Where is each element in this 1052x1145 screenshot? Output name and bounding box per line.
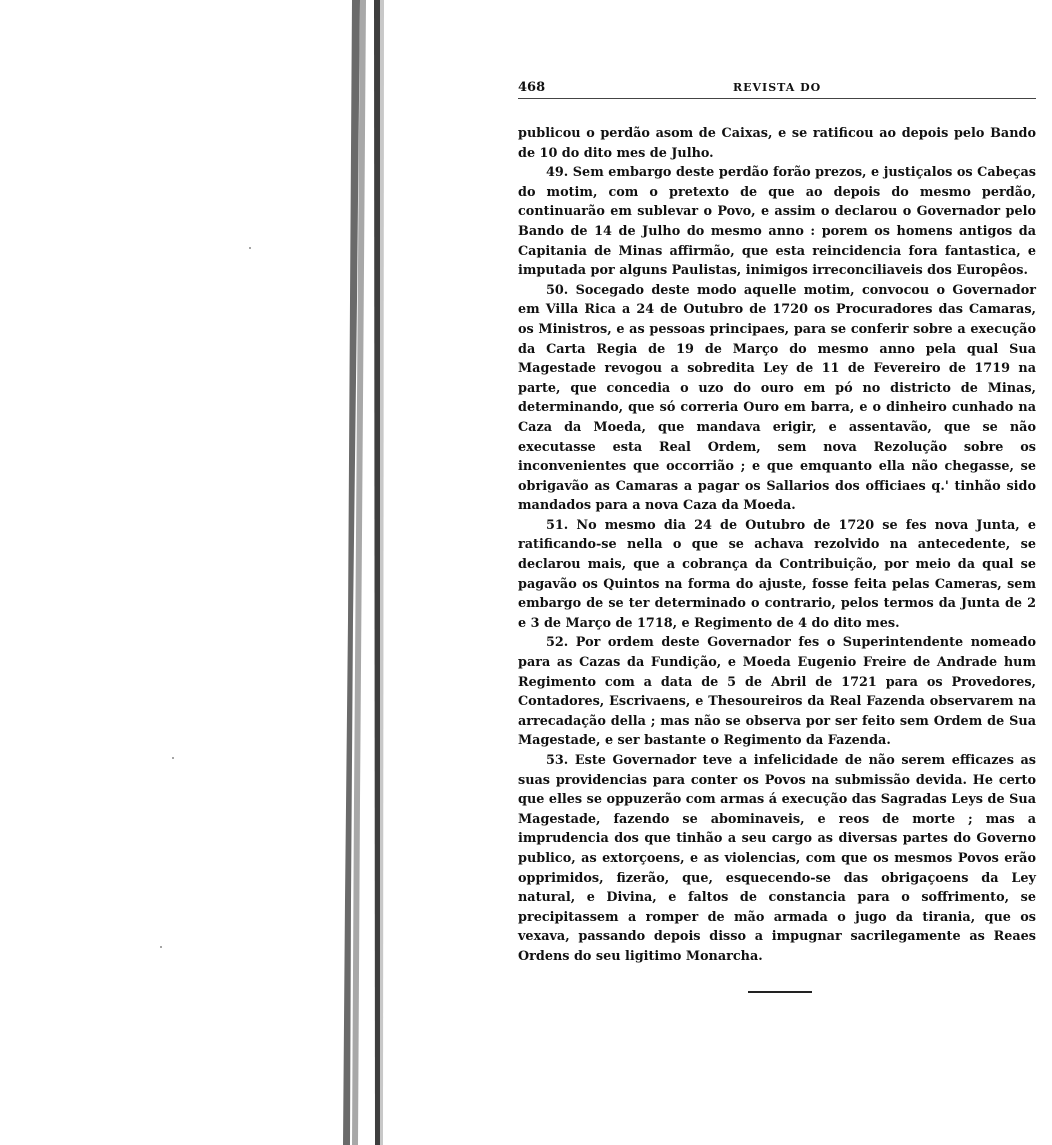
scan-speck bbox=[249, 247, 251, 249]
section-end-rule bbox=[748, 991, 812, 993]
paragraph-continuation: publicou o perdão asom de Caixas, e se ratificou ao depois pelo Bando de 10 do dito mes de Julho. bbox=[518, 126, 1036, 161]
paragraph-53: 53. Este Governador teve a infelicidade de não serem efficazes as suas providencias para conter os Povos na submissão devida. He certo que elles se oppuzerão com armas á execução das Sagradas Leys de Sua Magestade, fazendo se abominaveis, e reos de morte ; mas a imprudencia dos que tinhão a seu cargo as diversas partes do Governo publico, as extorçoens, e as violencias, com que os mesmos Povos erão opprimidos, fizerão, que, esquecendo-se das obrigaçoens da Ley natural, e Divina, e faltos de constancia para o soffrimento, se precipitassem a romper de mão armada o jugo da tirania, que os vexava, passando depois disso a impugnar sacrilegamente as Reaes Ordens do seu ligitimo Monarcha. bbox=[518, 753, 1036, 964]
paragraph-52: 52. Por ordem deste Governador fes o Superintendente nomeado para as Cazas da Fundição, e Moeda Eugenio Freire de Andrade hum Regimento com a data de 5 de Abril de 1721 para os Provedores, Contadores, Escrivaens, e Thesoureiros da Real Fazenda observarem na arrecadação della ; mas não se observa por ser feito sem Ordem de Sua Magestade, e ser bastante o Regimento da Fazenda. bbox=[518, 635, 1036, 749]
scan-speck bbox=[172, 757, 174, 759]
book-page bbox=[518, 78, 1036, 993]
book-gutter-shadow bbox=[340, 0, 390, 1145]
body-text bbox=[518, 124, 1036, 967]
page-header bbox=[518, 78, 1036, 99]
paragraph-49: 49. Sem embargo deste perdão forão prezos, e justiçalos os Cabeças do motim, com o pretexto de que ao depois do mesmo perdão, continuarão em sublevar o Povo, e assim o declarou o Governador pelo Bando de 14 de Julho do mesmo anno : porem os homens antigos da Capitania de Minas affirmão, que esta reincidencia fora fantastica, e imputada por alguns Paulistas, inimigos irreconciliaveis dos Europêos. bbox=[518, 165, 1036, 279]
scan-speck bbox=[160, 946, 162, 948]
running-title: REVISTA DO bbox=[733, 81, 822, 94]
paragraph-50: 50. Socegado deste modo aquelle motim, convocou o Governador em Villa Rica a 24 de Outubro de 1720 os Procuradores das Camaras, os Ministros, e as pessoas principaes, para se conferir sobre a execução da Carta Regia de 19 de Março do mesmo anno pela qual Sua Magestade revogou a sobredita Ley de 11 de Fevereiro de 1719 na parte, que concedia o uzo do ouro em pó no districto de Minas, determinando, que só correria Ouro em barra, e o dinheiro cunhado na Caza da Moeda, que mandava erigir, e assentavão, que se não executasse esta Real Ordem, sem nova Rezolução sobre os inconvenientes que occorrião ; e que emquanto ella não chegasse, se obrigavão as Camaras a pagar os Sallarios dos officiaes q.' tinhão sido mandados para a nova Caza da Moeda. bbox=[518, 282, 1036, 514]
page-number: 468 bbox=[518, 80, 546, 95]
paragraph-51: 51. No mesmo dia 24 de Outubro de 1720 se fes nova Junta, e ratificando-se nella o que se achava rezolvido na antecedente, se declarou mais, que a cobrança da Contribuição, por meio da qual se pagavão os Quintos na forma do ajuste, fosse feita pelas Cameras, sem embargo de se ter determinado o contrario, pelos termos da Junta de 2 e 3 de Março de 1718, e Regimento de 4 do dito mes. bbox=[518, 517, 1036, 631]
